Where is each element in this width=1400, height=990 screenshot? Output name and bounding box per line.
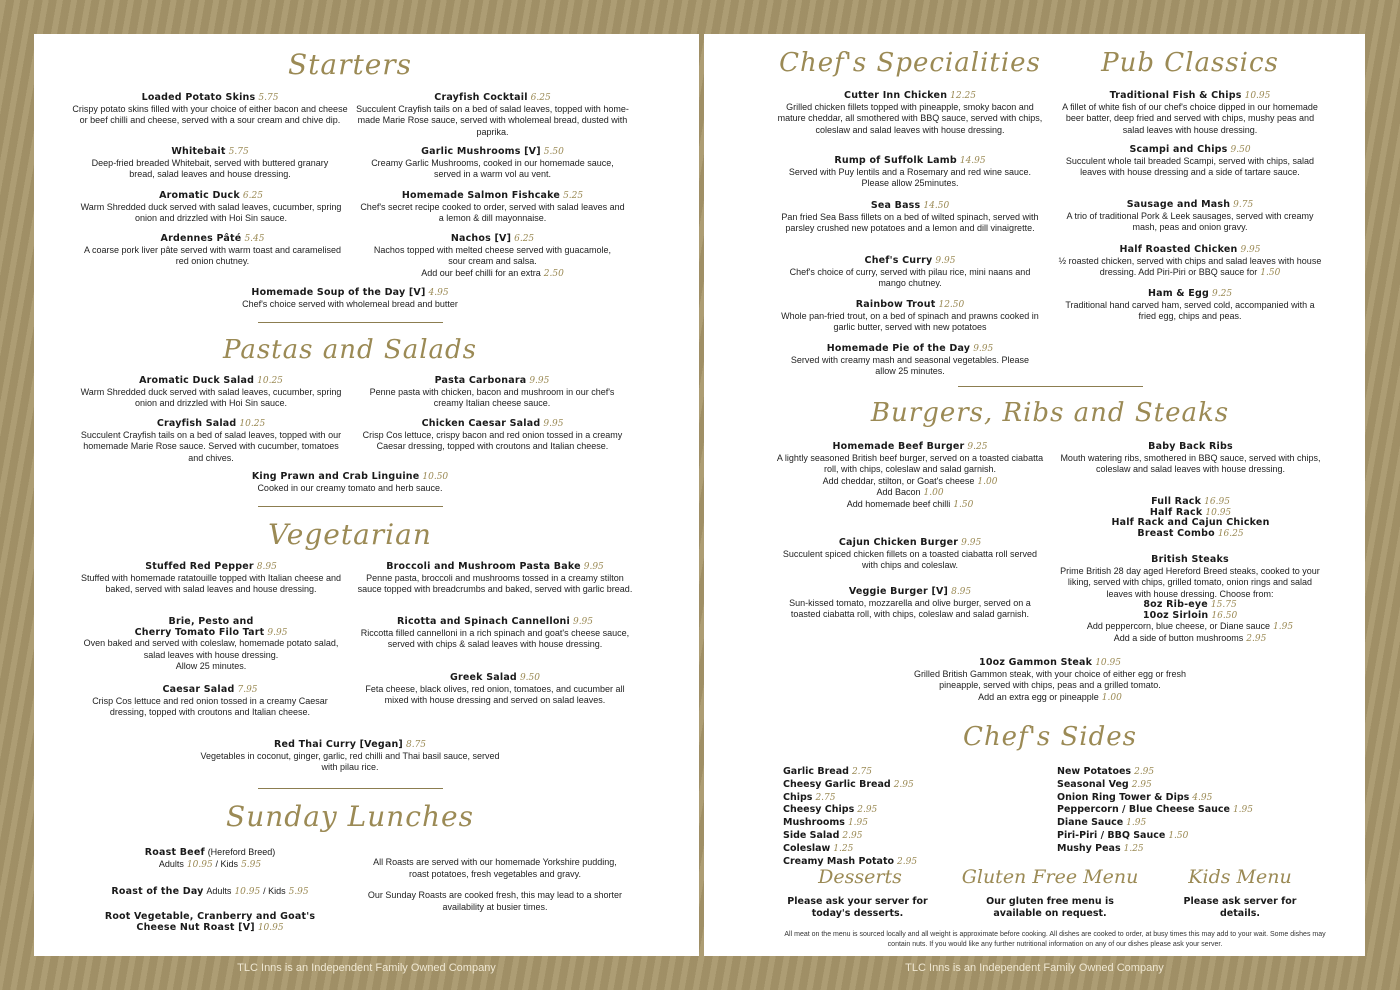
item-name: Homemade Soup of the Day [V] [251,287,426,298]
addon-label: Add homemade beef chilli [846,498,951,509]
menu-item [370,234,615,279]
item-name: Homemade Beef Burger [832,441,965,452]
item-name: British Steaks [1151,554,1229,565]
sunday-roast-beef [80,847,340,870]
item-name: Ricotta and Spinach Cannelloni [396,616,570,627]
side-item [1057,830,1337,843]
menu-item [1055,555,1325,644]
item-desc: Succulent whole tail breaded Scampi, served with chips, salad leaves with house dressing and a side of tartare sauce. [1065,155,1315,177]
option-price: 15.75 [1210,600,1237,610]
item-name: Aromatic Duck [159,190,240,201]
item-name: Loaded Potato Skins [141,92,256,103]
menu-item [75,419,347,464]
item-extra-price: 2.50 [543,268,564,279]
side-name: Onion Ring Tower & Dips [1057,791,1190,803]
menu-item [362,376,622,410]
menu-item [775,91,1045,136]
menu-item [72,617,350,673]
menu-item [360,191,625,225]
item-desc: Chef's choice of curry, served with pilau rice, mini naans and mango chutney. [789,266,1031,288]
item-desc: Pan fried Sea Bass fillets on a bed of wilted spinach, served with parsley crushed new potatoes and a lemon and dill vinaigrette. [781,211,1039,233]
side-name: Coleslaw [783,842,831,854]
section-divider [258,322,443,323]
addon-label: Add a side of button mushrooms [1113,632,1244,643]
item-name: Homemade Pie of the Day [826,343,971,354]
menu-item [780,300,1040,334]
item-desc: ½ roasted chicken, served with chips and salad leaves with house dressing. Add Piri-Piri or BBQ sauce for [1058,255,1322,277]
item-price: 14.95 [959,156,986,166]
item-price: 9.95 [935,256,956,266]
item-desc-price: 1.50 [1260,268,1281,278]
item-desc: Creamy Garlic Mushrooms, cooked in our homemade sauce, served in a warm vol au vent. [371,157,614,179]
item-price: 4.95 [428,288,449,298]
side-name: Piri-Piri / BBQ Sauce [1057,829,1166,841]
pastas-title: Pastas and Salads [223,335,477,365]
side-name: Diane Sauce [1057,817,1124,829]
item-price: 9.25 [967,442,988,452]
item-price: 9.95 [543,419,564,429]
sides-list-left [783,766,1023,868]
item-desc: Warm Shredded duck served with salad leaves, cucumber, spring onion and drizzled with Hoi Sin sauce. [80,386,342,408]
menu-item [200,472,500,494]
side-price: 2.95 [893,779,914,790]
item-price: 10.50 [422,472,449,482]
item-name: Broccoli and Mushroom Pasta Bake [386,561,581,572]
item-desc: Succulent Crayfish tails on a bed of salad leaves, topped with our homemade Marie Rose sauce. Served with cucumber, tomatoes and chives. [80,429,342,463]
menu-item [355,562,635,596]
item-price: 6.25 [514,234,535,244]
disclaimer: All meat on the menu is sourced locally and all weight is approximate before cooking. All dishes are cooked to order, at busy times this may add to your wait. Some dishes may contain nuts. If you would like any further nutritional information on any of our dishes please ask your server. [784,931,1326,948]
item-price: 5.25 [563,191,584,201]
sunday-title: Sunday Lunches [226,800,474,833]
adults-price: 10.95 [234,887,261,897]
item-name: Crayfish Cocktail [434,92,528,103]
item-extra: Add our beef chilli for an extra [421,267,541,278]
item-desc: Crisp Cos lettuce, crispy bacon and red onion tossed in a creamy Caesar dressing, topped with croutons and Italian cheese. [362,429,623,451]
item-name: Traditional Fish & Chips [1109,90,1242,101]
item-price: 8.75 [405,740,427,750]
addon-label: Add an extra egg or pineapple [978,691,1099,702]
item-desc: Mouth watering ribs, smothered in BBQ sauce, served with chips, coleslaw and salad leaves with house dressing. [1060,452,1321,474]
menu-item [1055,245,1325,279]
adults-label: Adults [158,858,184,869]
item-name: Cutter Inn Chicken [844,90,948,101]
side-name: Creamy Mash Potato [783,855,895,867]
addon-price: 1.00 [923,488,944,498]
side-item [1057,804,1337,817]
addon-price: 1.00 [977,476,998,487]
side-price: 2.95 [842,830,863,841]
sides-list-right [1057,766,1337,856]
ribs-options [1058,497,1323,539]
side-price: 2.95 [1131,779,1152,790]
item-price: 9.50 [1230,145,1251,155]
item-desc: Feta cheese, black olives, red onion, tomatoes, and cucumber all mixed with house dressing and served on salad leaves. [365,683,625,705]
vegetarian-title: Vegetarian [268,518,432,551]
burgers-title: Burgers, Ribs and Steaks [870,398,1230,428]
item-price: 14.50 [923,201,950,211]
item-desc: Nachos topped with melted cheese served with guacamole, sour cream and salsa. [373,244,612,266]
menu-item [200,740,500,774]
item-price: 7.95 [237,685,258,695]
item-name: Pasta Carbonara [434,375,527,386]
item-desc: Grilled British Gammon steak, with your choice of either egg or fresh pineapple, served with chips, peas and a grilled tomato. [913,668,1187,690]
addon-price: 2.95 [1246,633,1267,644]
item-desc: Prime British 28 day aged Hereford Breed steaks, cooked to your liking, served with chips, grilled tomato, onion rings and salad leaves with house dressing. Choose from: [1060,565,1320,599]
item-name: Chef's Curry [864,255,933,266]
menu-item [1060,289,1320,323]
side-price: 1.95 [1126,818,1147,829]
item-price: 10.95 [1095,658,1121,668]
addon-label: Add cheddar, stilton, or Goat's cheese [822,475,975,486]
option-price: 16.25 [1217,528,1244,539]
item-desc: Served with Puy lentils and a Rosemary and red wine sauce. Please allow 25minutes. [788,166,1032,188]
item-price: 9.95 [1240,245,1261,255]
item-price: 5.45 [244,234,265,244]
side-name: Mushy Peas [1057,842,1121,854]
item-name: Stuffed Red Pepper [145,561,254,572]
side-price: 1.95 [847,818,868,829]
item-price: 9.50 [519,673,540,683]
item-price: 8.95 [951,587,972,597]
menu-item [775,442,1045,510]
side-name: Cheesy Garlic Bread [783,778,891,790]
side-price: 1.25 [833,843,854,854]
item-price: 10.95 [257,922,284,933]
item-desc: Riccotta filled cannelloni in a rich spinach and goat's cheese sauce, served with chips & salad leaves with house dressing. [360,627,630,649]
item-price: 8.95 [256,562,277,572]
option-name: 10oz Sirloin [1142,609,1209,621]
gluten-free-text: Our gluten free menu is available on request. [986,896,1114,919]
note-text: Our Sunday Roasts are cooked fresh, this may lead to a shorter availability at busier times. [367,890,623,912]
menu-item [1058,442,1323,476]
side-price: 1.95 [1232,805,1253,816]
side-name: Chips [783,791,813,803]
item-name-line2: Cherry Tomato Filo Tart [134,626,265,638]
sunday-note [365,890,625,913]
section-divider [258,506,443,507]
item-name: Chicken Caesar Salad [421,418,541,429]
item-desc: Stuffed with homemade ratatouille topped with Italian cheese and baked, served with salad leaves and house dressing. [80,572,341,594]
menu-item [80,147,340,181]
desserts-text: Please ask your server for today's desserts. [787,896,928,919]
side-name: Seasonal Veg [1057,778,1129,790]
item-desc: Succulent spiced chicken fillets on a toasted ciabatta roll served with chips and coleslaw. [782,548,1038,570]
addon-price: 1.95 [1273,622,1294,632]
item-desc: Succulent Crayfish tails on a bed of salad leaves, topped with home-made Marie Rose sauce, served with wholemeal bread, dusted with paprika. [356,103,629,137]
item-desc: Crispy potato skins filled with your choice of either bacon and cheese or beef chilli and cheese, served with a sour cream and chive dip. [72,103,348,125]
item-name: Sea Bass [870,200,921,211]
item-note: Allow 25 minutes. [175,661,247,671]
item-desc: Cooked in our creamy tomato and herb sauce. [257,482,443,493]
sunday-nut-roast [70,912,350,933]
item-price: 9.25 [1212,289,1233,299]
menu-item [1055,145,1325,179]
side-name: Garlic Bread [783,766,849,777]
item-name: Whitebait [171,146,226,157]
item-price: 12.25 [950,91,976,101]
side-item [783,804,1023,817]
menu-item [200,288,500,310]
side-item [1057,779,1337,792]
side-item [783,766,1023,779]
kids-menu-title: Kids Menu [1188,866,1292,888]
menu-item [72,562,350,596]
item-name: Root Vegetable, Cranberry and Goat's [104,911,316,922]
item-price: 9.95 [529,376,550,386]
side-price: 2.95 [857,805,878,816]
menu-item [72,376,350,410]
starters-title: Starters [287,48,413,81]
menu-item [355,419,630,453]
side-item [1057,817,1337,830]
item-name: Caesar Salad [162,684,235,695]
kids-price: 5.95 [288,887,309,897]
item-desc: Sun-kissed tomato, mozzarella and olive burger, served on a toasted ciabatta roll, with chips, coleslaw and salad garnish. [789,597,1031,619]
item-name: Scampi and Chips [1129,144,1228,155]
gluten-free-title: Gluten Free Menu [961,866,1139,888]
menu-item [1055,91,1325,136]
item-price: 9.95 [267,627,288,638]
menu-item [775,587,1045,621]
addon-label: Add peppercorn, blue cheese, or Diane sauce [1086,621,1271,631]
menu-item [72,191,350,225]
item-desc: Deep-fried breaded Whitebait, served with buttered granary bread, salad leaves and house dressing. [91,157,329,179]
item-desc: Grilled chicken fillets topped with pineapple, smoky bacon and mature cheddar, all smothered with BBQ sauce, served with chips, coleslaw and salad leaves with house dressing. [777,101,1043,135]
item-price: 9.95 [973,344,994,354]
item-price: 9.95 [583,562,604,572]
menu-item [1060,200,1320,234]
kids-label: / Kids [215,858,239,869]
item-desc: Penne pasta with chicken, bacon and mushroom in our chef's creamy Italian cheese sauce. [369,386,615,408]
menu-item [900,658,1200,703]
item-desc: Served with creamy mash and seasonal vegetables. Please allow 25 minutes. [790,354,1030,376]
item-name: Rump of Suffolk Lamb [834,155,957,166]
specialities-title: Chef's Specialities [779,48,1041,78]
item-desc: A fillet of white fish of our chef's choice dipped in our homemade beer batter, deep fried and served with chips, mushy peas and salad leaves with house dressing. [1062,101,1318,135]
item-price: 9.95 [572,617,594,627]
option-name: Half Rack and Cajun Chicken [1111,517,1270,528]
item-name-line2: Cheese Nut Roast [V] [136,921,255,933]
item-desc: A trio of traditional Pork & Leek sausages, served with creamy mash, peas and onion gravy. [1066,210,1314,232]
item-desc: Crisp Cos lettuce and red onion tossed in a creamy Caesar dressing, topped with croutons and Italian cheese. [92,695,328,717]
side-price: 1.25 [1123,843,1144,854]
desserts-title: Desserts [818,866,902,888]
item-desc: Traditional hand carved ham, served cold, accompanied with a fried egg, chips and peas. [1065,299,1315,321]
sunday-roast-day [60,886,360,898]
menu-item [785,344,1035,378]
item-price: 5.50 [543,147,564,157]
option-price: 10.95 [1205,507,1232,518]
footer-company-left: TLC Inns is an Independent Family Owned Company [237,962,496,974]
menu-item [360,147,625,181]
item-desc: Penne pasta, broccoli and mushrooms tossed in a creamy stilton sauce topped with breadcrumbs and baked, served with garlic bread. [357,572,633,594]
item-name: Half Roasted Chicken [1119,244,1238,255]
item-name: Roast of the Day [111,886,204,897]
kids-price: 5.95 [241,859,262,870]
footer-company-right: TLC Inns is an Independent Family Owned Company [905,962,1164,974]
item-desc: Oven baked and served with coleslaw, homemade potato salad, salad leaves with house dressing. [83,638,339,660]
side-name: New Potatoes [1057,766,1132,777]
menu-item [360,617,630,651]
addon-price: 1.50 [953,499,974,510]
option-name: 8oz Rib-eye [1143,599,1208,610]
item-name: Roast Beef [144,847,205,858]
item-sub: (Hereford Breed) [207,847,276,857]
side-item [783,843,1023,856]
item-price: 9.95 [961,538,982,548]
item-desc: Chef's secret recipe cooked to order, served with salad leaves and a lemon & dill mayonnaise. [360,201,625,223]
side-price: 1.50 [1168,830,1189,841]
item-name: Red Thai Curry [Vegan] [273,739,403,750]
item-name: King Prawn and Crab Linguine [251,471,420,482]
item-desc: Vegetables in coconut, ginger, garlic, red chilli and Thai basil sauce, served with pilau rice. [200,750,500,772]
item-price: 5.75 [258,93,279,103]
side-price: 2.95 [1134,767,1155,777]
menu-item [360,673,630,707]
item-price: 10.25 [239,419,266,429]
section-divider [258,788,443,789]
sides-title: Chef's Sides [963,722,1137,752]
side-item [1057,766,1337,779]
addon-label: Add Bacon [876,487,921,497]
item-name: Crayfish Salad [156,418,237,429]
item-price: 6.25 [242,191,263,201]
option-name: Half Rack [1149,506,1203,518]
item-name: Veggie Burger [V] [848,586,949,597]
item-name: Nachos [V] [450,233,512,244]
side-price: 2.75 [851,767,872,777]
item-name: Brie, Pesto and [168,616,254,627]
menu-item [775,538,1045,572]
item-name: Greek Salad [450,672,517,683]
side-price: 2.95 [897,856,918,867]
side-price: 2.75 [815,792,836,803]
menu-item [778,201,1042,235]
addon-price: 1.00 [1101,692,1122,703]
section-divider [958,386,1143,387]
item-name: 10oz Gammon Steak [979,657,1093,668]
classics-title: Pub Classics [1101,48,1279,78]
item-price: 5.75 [228,147,249,157]
side-item [1057,792,1337,805]
side-name: Peppercorn / Blue Cheese Sauce [1057,804,1230,816]
option-price: 16.95 [1204,497,1230,507]
option-price: 16.50 [1211,610,1238,621]
menu-item [775,256,1045,290]
item-price: 10.25 [257,376,283,386]
item-price: 9.75 [1233,200,1254,210]
side-item [783,830,1023,843]
item-name: Baby Back Ribs [1148,441,1233,452]
side-item [1057,843,1337,856]
menu-item [80,234,345,268]
item-name: Ham & Egg [1147,288,1209,299]
item-name: Aromatic Duck Salad [139,375,255,386]
adults-label: Adults [206,886,232,896]
menu-item [780,156,1040,190]
item-desc: Warm Shredded duck served with salad leaves, cucumber, spring onion and drizzled with Hoi Sin sauce. [80,201,342,223]
item-desc: A lightly seasoned British beef burger, served on a toasted ciabatta roll, with chips, coleslaw and salad garnish. [776,452,1044,474]
option-name-line2: Breast Combo [1137,527,1215,539]
side-price: 4.95 [1192,792,1213,803]
side-item [783,817,1023,830]
item-price: 12.50 [938,300,965,310]
item-name: Homemade Salmon Fishcake [401,190,561,201]
menu-item [75,685,345,719]
side-item [783,779,1023,792]
adults-price: 10.95 [186,859,213,870]
side-name: Cheesy Chips [783,804,855,816]
item-price: 10.95 [1244,91,1271,101]
side-name: Mushrooms [783,817,845,829]
item-price: 6.25 [530,93,551,103]
item-name: Ardennes Pâté [160,233,242,244]
option-name: Full Rack [1151,496,1202,507]
kids-label: / Kids [263,886,286,896]
kids-menu-text: Please ask server for details. [1183,896,1297,919]
item-desc: A coarse pork liver pâte served with warm toast and caramelised red onion chutney. [83,244,342,266]
item-name: Rainbow Trout [855,299,936,310]
menu-item [70,93,350,127]
menu-item [355,93,630,138]
note-text: All Roasts are served with our homemade Yorkshire pudding, roast potatoes, fresh vegetables and gravy. [373,857,617,879]
item-desc: Chef's choice served with wholemeal bread and butter [242,298,458,309]
sunday-note [365,857,625,880]
side-item [783,792,1023,805]
side-name: Side Salad [783,829,840,841]
item-name: Sausage and Mash [1126,199,1231,210]
item-desc: Whole pan-fried trout, on a bed of spinach and prawns cooked in garlic butter, served with new potatoes [781,310,1039,332]
item-name: Garlic Mushrooms [V] [421,146,541,157]
item-name: Cajun Chicken Burger [838,537,959,548]
